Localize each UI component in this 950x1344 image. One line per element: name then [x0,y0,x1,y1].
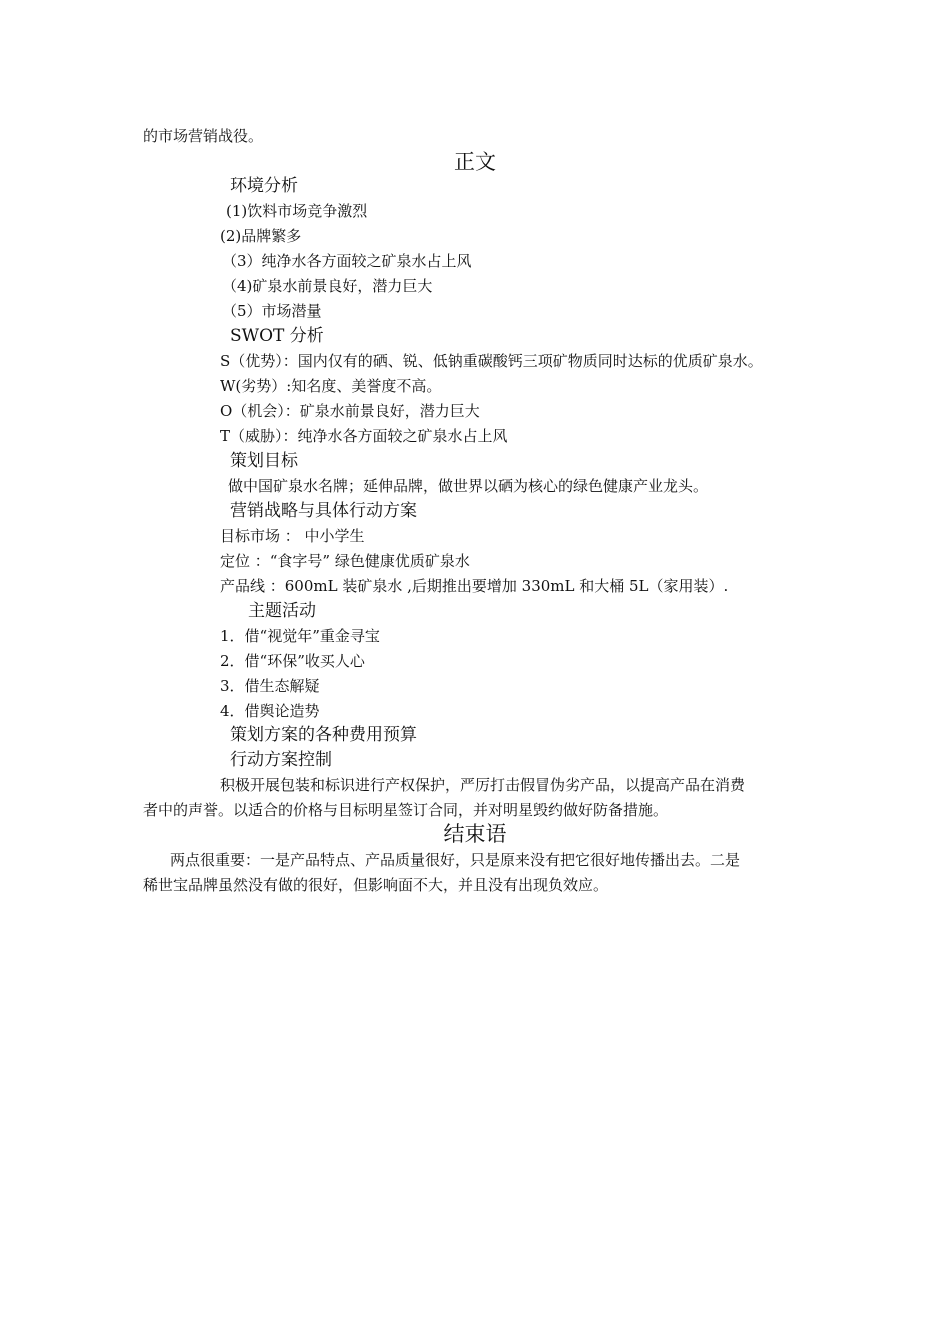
swot-weakness: W(劣势）:知名度、美誉度不高。 [220,377,442,395]
swot-opportunity: O（机会）：矿泉水前景良好，潜力巨大 [220,402,480,420]
env-item: （3）纯净水各方面较之矿泉水占上风 [222,252,472,270]
control-heading: 行动方案控制 [230,750,332,770]
budget-heading: 策划方案的各种费用预算 [230,725,417,745]
env-item: （4)矿泉水前景良好，潜力巨大 [222,277,433,295]
goal-text: 做中国矿泉水名牌；延伸品牌，做世界以硒为核心的绿色健康产业龙头。 [228,477,709,495]
strategy-target-market: 目标市场 ： 中小学生 [220,527,365,545]
env-item: (2)品牌繁多 [220,227,302,245]
intro-tail-text: 的市场营销战役。 [143,127,264,145]
env-item: （5）市场潜量 [222,302,322,320]
control-paragraph-line: 者中的声誉。以适合的价格与目标明星签订合同，并对明星毁约做好防备措施。 [143,801,669,819]
swot-heading: SWOT 分析 [230,326,324,346]
strategy-product-line: 产品线 ：600mL 装矿泉水 ,后期推出要增加 330mL 和大桶 5L（家用装）. [220,577,729,595]
swot-strength: S（优势）：国内仅有的硒、锐、低钠重碳酸钙三项矿物质同时达标的优质矿泉水。 [220,352,763,370]
conclusion-paragraph-line: 稀世宝品牌虽然没有做的很好，但影响面不大，并且没有出现负效应。 [143,876,609,894]
theme-item: 4．借舆论造势 [220,702,320,720]
strategy-positioning: 定位 ：“食字号” 绿色健康优质矿泉水 [220,552,470,570]
env-heading: 环境分析 [230,176,298,196]
env-item: (1)饮料市场竞争激烈 [226,202,368,220]
theme-heading: 主题活动 [248,601,316,621]
strategy-heading: 营销战略与具体行动方案 [230,501,417,521]
theme-item: 2．借“环保”收买人心 [220,652,365,670]
main-title: 正文 [454,150,496,174]
control-paragraph-line: 积极开展包装和标识进行产权保护，严厉打击假冒伪劣产品，以提高产品在消费 [220,776,746,794]
theme-item: 1．借“视觉年”重金寻宝 [220,627,380,645]
swot-threat: T（威胁）：纯净水各方面较之矿泉水占上风 [220,427,508,445]
theme-item: 3．借生态解疑 [220,677,320,695]
conclusion-title: 结束语 [443,822,507,846]
goal-heading: 策划目标 [230,451,298,471]
conclusion-paragraph-line: 两点很重要：一是产品特点、产品质量很好，只是原来没有把它很好地传播出去。二是 [170,851,741,869]
